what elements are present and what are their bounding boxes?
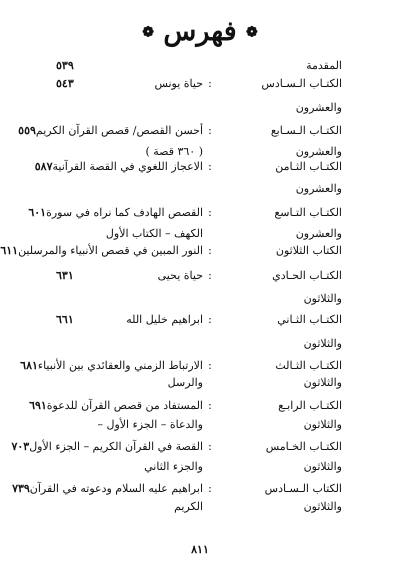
index-entry (56, 292, 342, 306)
entry-label: الكتـاب الثـامن (275, 160, 342, 173)
entry-label: الكتاب الثلاثون (275, 244, 342, 257)
entry-separator: : (208, 313, 212, 326)
index-entry (56, 182, 342, 196)
entry-title: الكهف – الكتاب الأول (105, 227, 203, 240)
title-ornament-icon: ❁ (246, 24, 258, 41)
entry-page-number: ٦٩١ (29, 399, 47, 412)
index-entry (56, 376, 342, 390)
index-entry (56, 145, 342, 159)
entry-separator: : (208, 77, 212, 90)
index-entry (56, 227, 342, 241)
index-entry (56, 500, 342, 514)
entry-label: والثلاثون (303, 418, 342, 431)
entry-title: حياة يونس (154, 77, 203, 90)
entry-separator: : (208, 482, 212, 495)
entry-title: القصص الهادف كما نراه في سورة (46, 206, 203, 219)
entry-separator: : (208, 160, 212, 173)
entry-page-number: ٦٣١ (56, 269, 74, 282)
entry-separator: : (208, 244, 212, 257)
entry-page-number: ٦٠١ (28, 206, 47, 219)
entry-label: الكتاب الـسـادس (264, 482, 342, 495)
index-entry (56, 313, 342, 327)
entry-title: النور المبين في قصص الأنبياء والمرسلين (18, 244, 203, 257)
entry-title: ابراهيم خليل الله (126, 313, 203, 326)
index-entry (56, 101, 342, 115)
entry-separator: : (208, 206, 212, 219)
index-entry (18, 124, 342, 138)
index-entry (56, 77, 342, 91)
entry-label: الكتـاب الـسـادس (261, 77, 342, 90)
index-entry (20, 359, 342, 373)
entry-label: الكتـاب الخـامس (265, 440, 342, 453)
entry-label: والعشرون (295, 227, 342, 240)
index-entry (29, 399, 342, 413)
index-entry (34, 160, 342, 174)
entry-label: والثلاثون (303, 460, 342, 473)
entry-label: والعشرون (295, 182, 342, 195)
index-entry (56, 418, 342, 432)
entry-label: والثلاثون (303, 337, 342, 350)
entry-separator: : (208, 440, 212, 453)
entry-title: القصة في القرآن الكريم – الجزء الأول (29, 440, 203, 453)
entry-separator: : (208, 359, 212, 372)
entry-page-number: ٦١١ (0, 244, 19, 257)
entry-title: والجزء الثاني (144, 460, 203, 473)
entry-page-number: ٥٥٩ (18, 124, 36, 137)
entry-label: الكتـاب الـسـابع (270, 124, 342, 137)
index-entry (56, 269, 342, 283)
entry-title: المستفاد من قصص القرآن للدعوة (46, 399, 203, 412)
title-ornament-icon: ❁ (142, 24, 154, 41)
index-entry (56, 460, 342, 474)
entry-title: الارتباط الزمني والعقائدي بين الأنبياء (37, 359, 203, 372)
entry-label: المقدمة (306, 59, 342, 72)
page-title-text: فهرس (163, 16, 237, 47)
entry-title: ( ٣٦٠ قصة ) (145, 145, 203, 158)
page-number: ٨١١ (191, 543, 209, 556)
page-title (0, 18, 400, 45)
entry-title: ابراهيم عليه السلام ودعوته في القرآن (29, 482, 203, 495)
entry-title: أحسن القصص/ قصص القرآن الكريم (35, 124, 203, 137)
entry-label: الكتـاب التـاسع (274, 206, 342, 219)
entry-label: الكتـاب الرابـع (278, 399, 342, 412)
index-entry (0, 244, 342, 258)
entry-title: والدعاة – الجزء الأول – (97, 418, 203, 431)
index-entry (56, 59, 342, 73)
entry-page-number: ٥٤٣ (56, 77, 74, 90)
entry-label: والثلاثون (303, 376, 342, 389)
entry-page-number: ٧٠٣ (11, 440, 30, 453)
entry-title: والرسل (167, 376, 203, 389)
entry-title: حياة يحيى (157, 269, 203, 282)
entry-title: الاعجاز اللغوي في القصة القرآنية (52, 160, 203, 173)
entry-label: والثلاثون (303, 500, 342, 513)
entry-separator: : (208, 269, 212, 282)
entry-separator: : (208, 399, 212, 412)
entry-title: الكريم (174, 500, 203, 513)
entry-label: والعشرون (295, 145, 342, 158)
index-entry (11, 440, 342, 454)
index-entry (12, 482, 342, 496)
entry-page-number: ٦٦١ (56, 313, 74, 326)
index-entry (28, 206, 342, 220)
entry-page-number: ٦٨١ (20, 359, 38, 372)
entry-label: والعشرون (295, 101, 342, 114)
entry-page-number: ٥٣٩ (56, 59, 74, 72)
entry-page-number: ٥٨٧ (34, 160, 53, 173)
entry-page-number: ٧٣٩ (12, 482, 30, 495)
entry-label: والثلاثون (303, 292, 342, 305)
entry-label: الكتـاب الثـاني (277, 313, 342, 326)
index-entry (56, 337, 342, 351)
entry-label: الكتـاب الحـادي (272, 269, 342, 282)
entry-separator: : (208, 124, 212, 137)
entry-label: الكتـاب الثـالث (275, 359, 342, 372)
